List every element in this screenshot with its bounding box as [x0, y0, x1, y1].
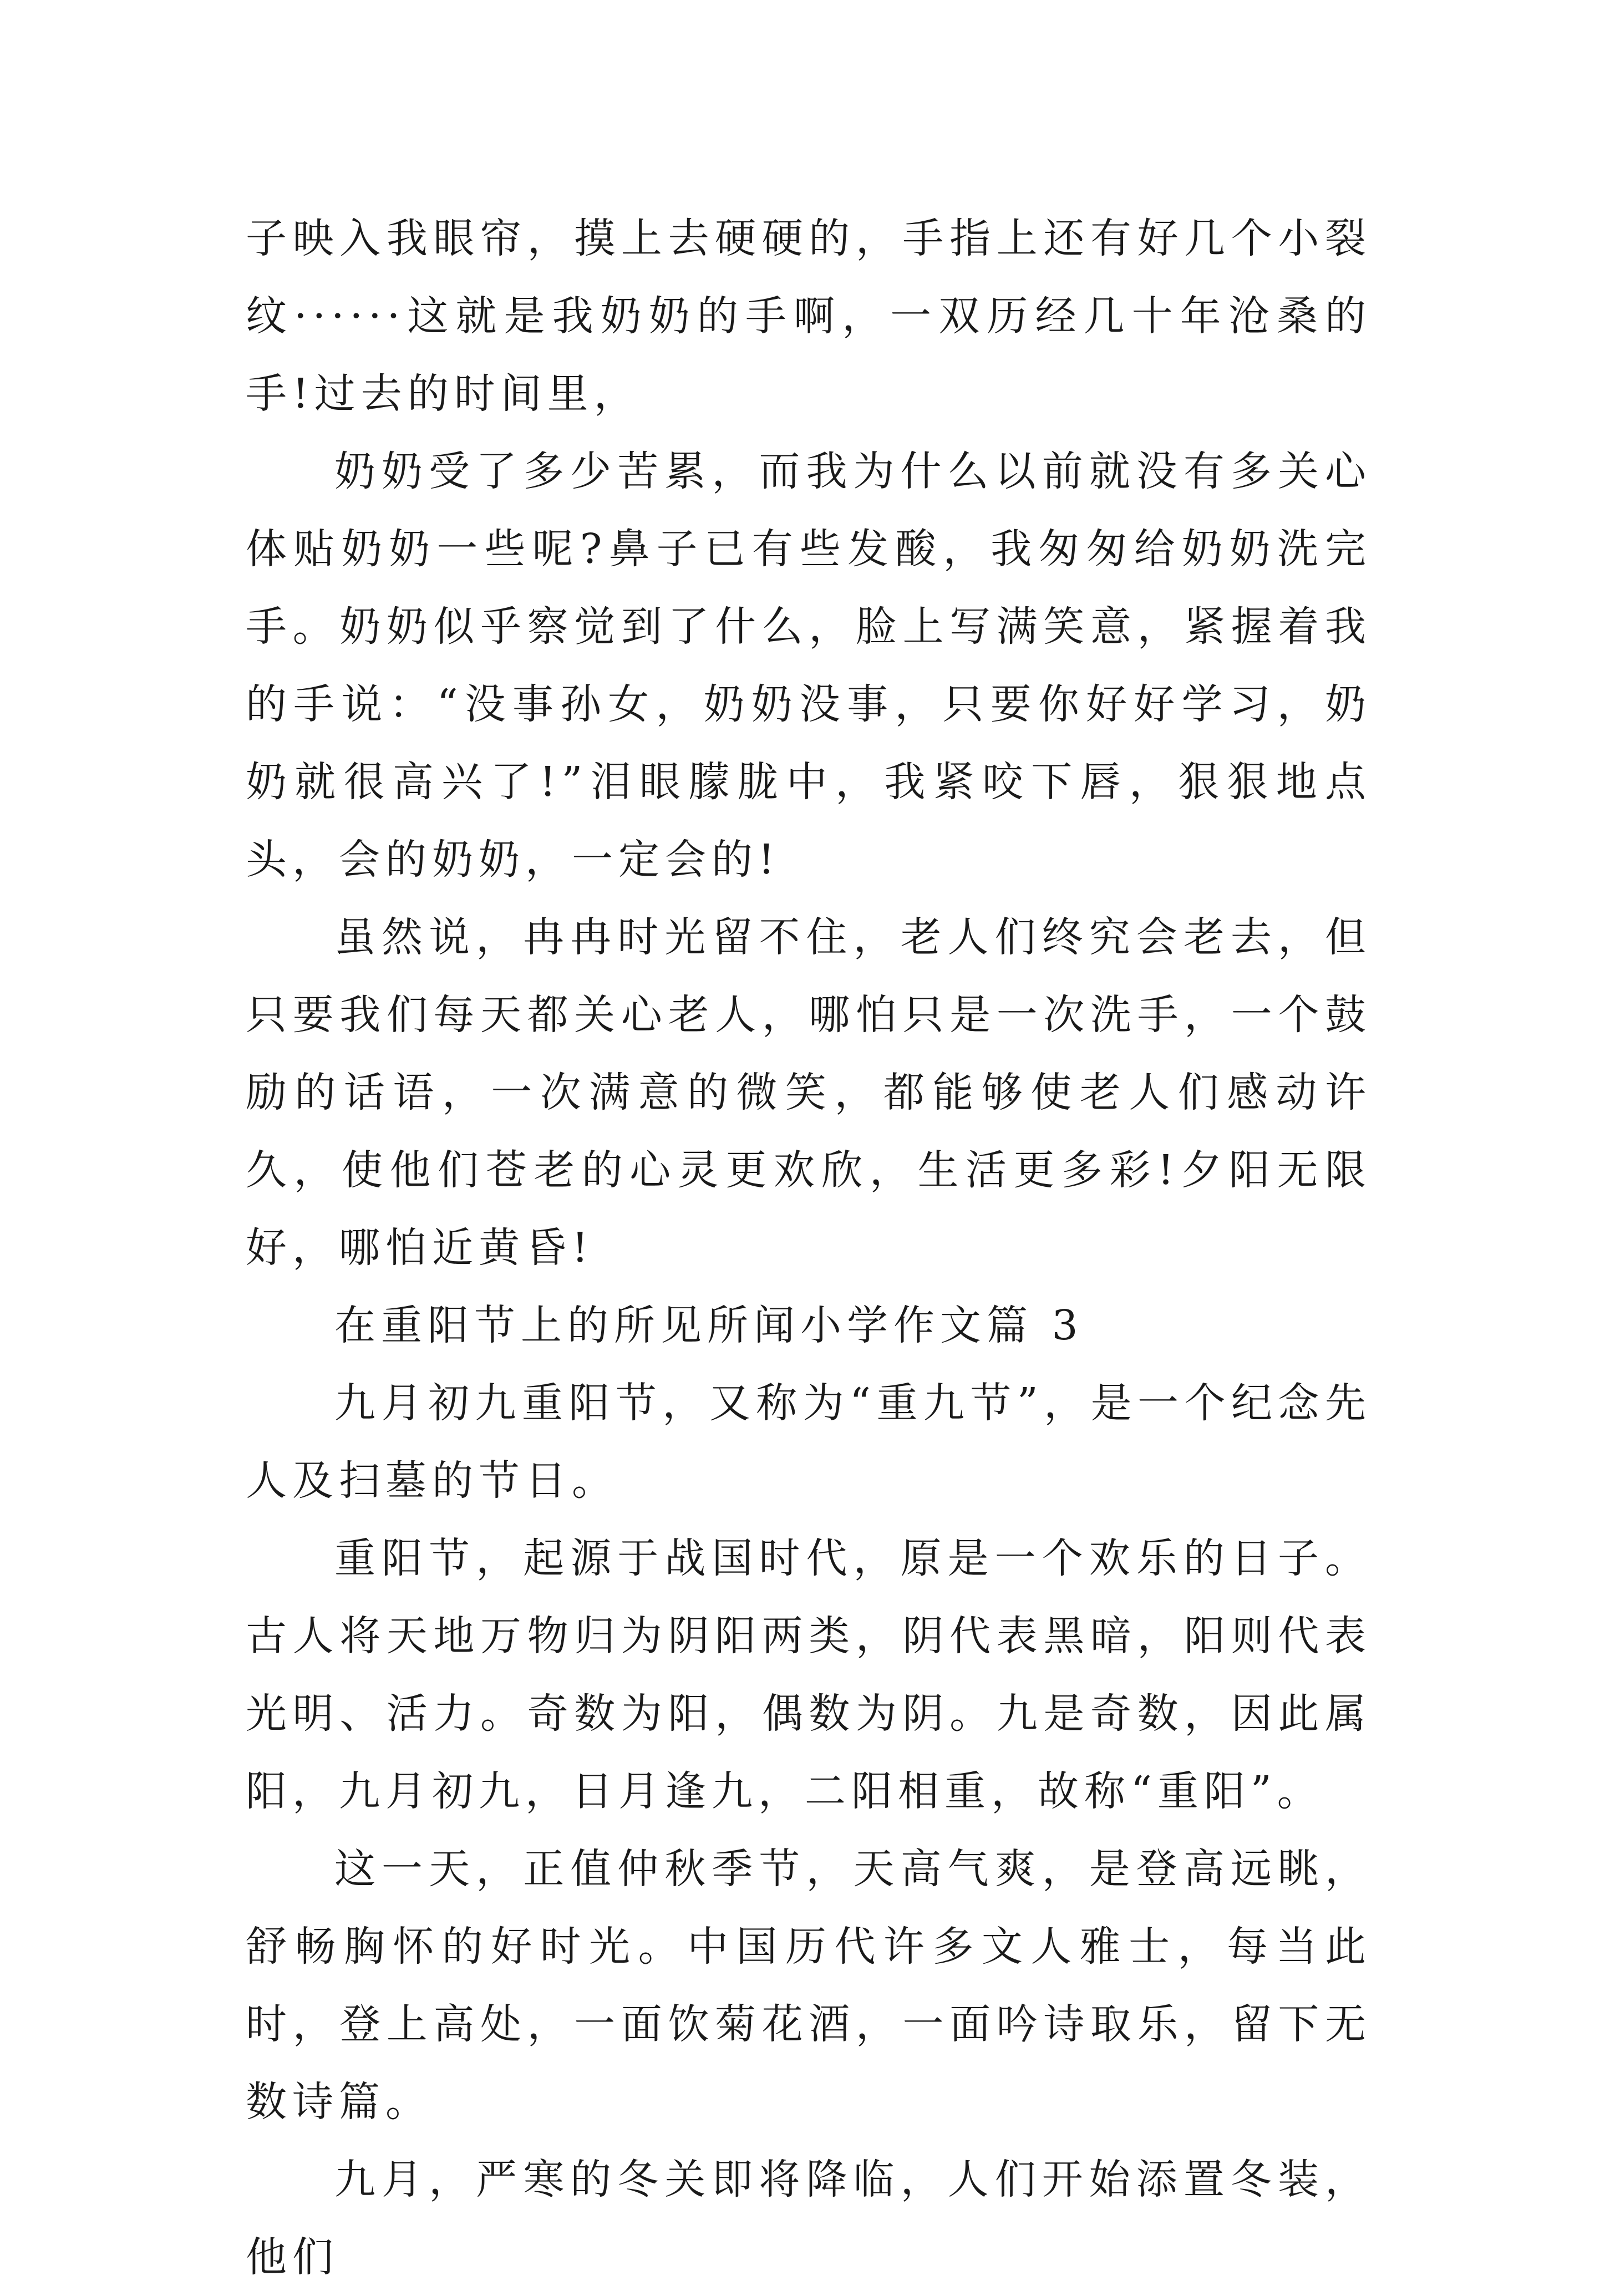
paragraph: 九月，严寒的冬关即将降临，人们开始添置冬装，他们 [246, 2156, 1372, 2281]
document-body [246, 200, 1372, 2296]
paragraph: 奶奶受了多少苦累，而我为什么以前就没有多关心体贴奶奶一些呢?鼻子已有些发酸，我匆匆给奶奶洗完手。奶奶似乎察觉到了什么，脸上写满笑意，紧握着我的手说：“没事孙女，奶奶没事，只要你好好学习，奶奶就很高兴了!”泪眼朦胧中，我紧咬下唇，狠狠地点头，会的奶奶，一定会的! [246, 448, 1372, 883]
paragraph-continued: 子映入我眼帘，摸上去硬硬的，手指上还有好几个小裂纹······这就是我奶奶的手啊，一双历经几十年沧桑的手!过去的时间里， [246, 215, 1372, 418]
paragraph: 虽然说，冉冉时光留不住，老人们终究会老去，但只要我们每天都关心老人，哪怕只是一次洗手，一个鼓励的话语，一次满意的微笑，都能够使老人们感动许久，使他们苍老的心灵更欢欣，生活更多彩!夕阳无限好，哪怕近黄昏! [246, 913, 1372, 1272]
paragraph: 九月初九重阳节，又称为“重九节”，是一个纪念先人及扫墓的节日。 [246, 1379, 1372, 1505]
paragraph: 这一天，正值仲秋季节，天高气爽，是登高远眺，舒畅胸怀的好时光。中国历代许多文人雅士，每当此时，登上高处，一面饮菊花酒，一面吟诗取乐，留下无数诗篇。 [246, 1845, 1372, 2126]
section-heading: 在重阳节上的所见所闻小学作文篇 3 [334, 1302, 1084, 1349]
paragraph: 重阳节，起源于战国时代，原是一个欢乐的日子。古人将天地万物归为阴阳两类，阴代表黑暗，阳则代表光明、活力。奇数为阳，偶数为阴。九是奇数，因此属阳，九月初九，日月逢九，二阳相重，故称“重阳”。 [246, 1535, 1372, 1815]
